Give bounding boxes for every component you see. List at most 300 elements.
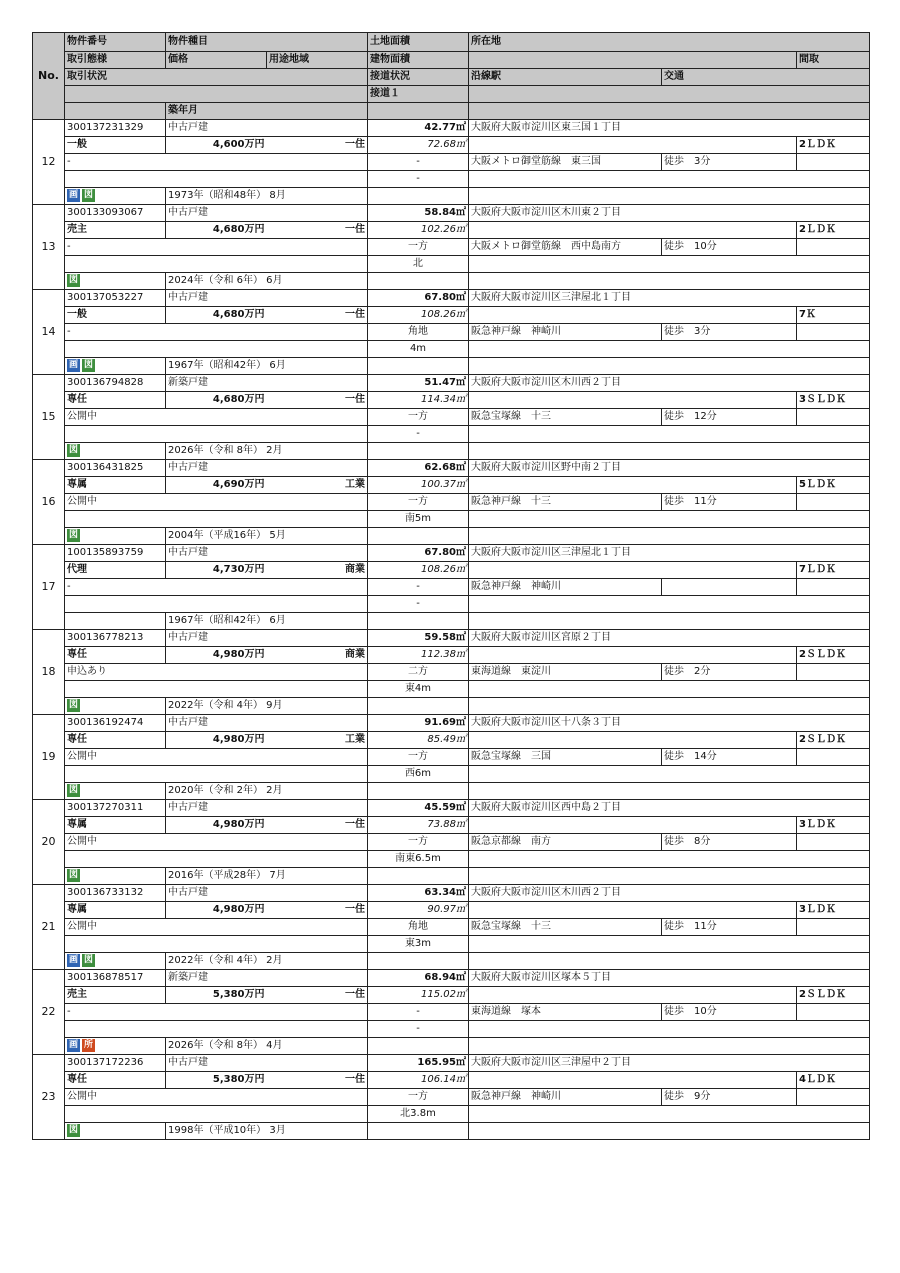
walking-time: 徒歩 10分 bbox=[662, 239, 797, 256]
price: 4,680万円 bbox=[166, 392, 267, 409]
blank-cell bbox=[368, 443, 469, 460]
listing-row bbox=[33, 987, 870, 1004]
listing-row bbox=[33, 579, 870, 596]
header-cell: 物件番号 bbox=[65, 33, 166, 52]
header-cell bbox=[65, 103, 166, 120]
transaction-status: - bbox=[65, 1004, 368, 1021]
land-area: 45.59㎡ bbox=[368, 800, 469, 817]
floor-plan: 2ＳＬＤＫ bbox=[797, 732, 870, 749]
train-line: 大阪メトロ御堂筋線 東三国 bbox=[469, 154, 662, 171]
blank-cell bbox=[469, 783, 870, 800]
price: 4,600万円 bbox=[166, 137, 267, 154]
floor-plan: 7ＬＤＫ bbox=[797, 562, 870, 579]
zoning: 商業 bbox=[267, 647, 368, 664]
road-1: - bbox=[368, 596, 469, 613]
zoning: 商業 bbox=[267, 562, 368, 579]
floorplan-icon[interactable]: 図 bbox=[83, 189, 93, 200]
blank-cell bbox=[65, 171, 368, 188]
zoning: 一住 bbox=[267, 902, 368, 919]
property-type: 中古戸建 bbox=[166, 630, 368, 647]
road-access: 二方 bbox=[368, 664, 469, 681]
listing-row bbox=[33, 409, 870, 426]
transaction-status: 公開中 bbox=[65, 749, 368, 766]
transaction-type: 代理 bbox=[65, 562, 166, 579]
property-id: 300136794828 bbox=[65, 375, 166, 392]
floorplan-icon[interactable]: 図 bbox=[68, 274, 78, 285]
road-access: - bbox=[368, 1004, 469, 1021]
building-area: 73.88㎡ bbox=[368, 817, 469, 834]
access-extra bbox=[797, 579, 870, 596]
listing-row bbox=[33, 392, 870, 409]
address-extra bbox=[469, 562, 797, 579]
built-date: 1973年（昭和48年） 8月 bbox=[166, 188, 368, 205]
property-id: 300136778213 bbox=[65, 630, 166, 647]
walking-time: 徒歩 11分 bbox=[662, 919, 797, 936]
transaction-type: 売主 bbox=[65, 222, 166, 239]
header-cell: 価格 bbox=[166, 52, 267, 69]
zoning: 一住 bbox=[267, 392, 368, 409]
train-line: 阪急神戸線 十三 bbox=[469, 494, 662, 511]
zoning: 工業 bbox=[267, 477, 368, 494]
train-line: 阪急宝塚線 三国 bbox=[469, 749, 662, 766]
train-line: 大阪メトロ御堂筋線 西中島南方 bbox=[469, 239, 662, 256]
blank-cell bbox=[65, 426, 368, 443]
listing-row bbox=[33, 477, 870, 494]
listing-row bbox=[33, 766, 870, 783]
road-1: - bbox=[368, 1021, 469, 1038]
transaction-type: 一般 bbox=[65, 307, 166, 324]
icon-cell bbox=[65, 953, 166, 970]
transaction-type: 専属 bbox=[65, 817, 166, 834]
header-cell bbox=[469, 86, 870, 103]
floor-plan: 3ＳＬＤＫ bbox=[797, 392, 870, 409]
access-extra bbox=[797, 409, 870, 426]
header-cell: 間取 bbox=[797, 52, 870, 69]
floorplan-icon[interactable]: 図 bbox=[68, 1124, 78, 1135]
road-1: 北3.8m bbox=[368, 1106, 469, 1123]
land-area: 67.80㎡ bbox=[368, 290, 469, 307]
blank-cell bbox=[65, 256, 368, 273]
listing-row bbox=[33, 494, 870, 511]
train-line: 阪急宝塚線 十三 bbox=[469, 919, 662, 936]
blank-cell bbox=[469, 1021, 870, 1038]
header-no: No. bbox=[33, 33, 65, 120]
address: 大阪府大阪市淀川区三津屋北１丁目 bbox=[469, 290, 870, 307]
blank-cell bbox=[368, 613, 469, 630]
listing-no: 23 bbox=[33, 1055, 65, 1140]
blank-cell bbox=[368, 1123, 469, 1140]
transaction-status: - bbox=[65, 154, 368, 171]
price: 4,680万円 bbox=[166, 222, 267, 239]
address-extra bbox=[469, 902, 797, 919]
transaction-type: 専属 bbox=[65, 477, 166, 494]
header-cell: 取引態様 bbox=[65, 52, 166, 69]
building-area: 90.97㎡ bbox=[368, 902, 469, 919]
built-date: 1967年（昭和42年） 6月 bbox=[166, 613, 368, 630]
floor-plan: 5ＬＤＫ bbox=[797, 477, 870, 494]
listing-row bbox=[33, 171, 870, 188]
built-date: 2004年（平成16年） 5月 bbox=[166, 528, 368, 545]
land-area: 42.77㎡ bbox=[368, 120, 469, 137]
walking-time: 徒歩 12分 bbox=[662, 409, 797, 426]
property-id: 300136878517 bbox=[65, 970, 166, 987]
land-area: 165.95㎡ bbox=[368, 1055, 469, 1072]
access-extra bbox=[797, 664, 870, 681]
listing-no: 15 bbox=[33, 375, 65, 460]
land-area: 67.80㎡ bbox=[368, 545, 469, 562]
road-1: 南5m bbox=[368, 511, 469, 528]
photo-icon[interactable]: 画 bbox=[68, 359, 78, 370]
property-id: 300137053227 bbox=[65, 290, 166, 307]
listing-row bbox=[33, 154, 870, 171]
land-area: 91.69㎡ bbox=[368, 715, 469, 732]
zoning: 一住 bbox=[267, 1072, 368, 1089]
listing-row bbox=[33, 545, 870, 562]
blank-cell bbox=[469, 698, 870, 715]
listing-row bbox=[33, 188, 870, 205]
listing-row bbox=[33, 256, 870, 273]
built-date: 1967年（昭和42年） 6月 bbox=[166, 358, 368, 375]
walking-time: 徒歩 8分 bbox=[662, 834, 797, 851]
walking-time: 徒歩 14分 bbox=[662, 749, 797, 766]
built-date: 2022年（令和 4年） 2月 bbox=[166, 953, 368, 970]
listing-row bbox=[33, 834, 870, 851]
listing-row bbox=[33, 443, 870, 460]
blank-cell bbox=[65, 936, 368, 953]
listing-row bbox=[33, 222, 870, 239]
blank-cell bbox=[469, 256, 870, 273]
train-line: 阪急神戸線 神崎川 bbox=[469, 1089, 662, 1106]
location-icon[interactable]: 所 bbox=[83, 1039, 93, 1050]
listing-no: 19 bbox=[33, 715, 65, 800]
walking-time: 徒歩 11分 bbox=[662, 494, 797, 511]
listing-row bbox=[33, 324, 870, 341]
listing-row bbox=[33, 817, 870, 834]
property-type: 中古戸建 bbox=[166, 205, 368, 222]
blank-cell bbox=[65, 851, 368, 868]
photo-icon[interactable]: 画 bbox=[68, 189, 78, 200]
floorplan-icon[interactable]: 図 bbox=[83, 954, 93, 965]
access-extra bbox=[797, 1004, 870, 1021]
header-cell bbox=[469, 52, 797, 69]
header-cell: 物件種目 bbox=[166, 33, 368, 52]
listing-no: 14 bbox=[33, 290, 65, 375]
listing-row bbox=[33, 1123, 870, 1140]
train-line: 阪急神戸線 神崎川 bbox=[469, 579, 662, 596]
blank-cell bbox=[469, 188, 870, 205]
listing-row bbox=[33, 970, 870, 987]
address-extra bbox=[469, 307, 797, 324]
listing-no: 12 bbox=[33, 120, 65, 205]
floorplan-icon[interactable]: 図 bbox=[68, 784, 78, 795]
floor-plan: 2ＳＬＤＫ bbox=[797, 647, 870, 664]
road-1: 北 bbox=[368, 256, 469, 273]
icon-cell bbox=[65, 868, 166, 885]
transaction-status: - bbox=[65, 239, 368, 256]
built-date: 2020年（令和 2年） 2月 bbox=[166, 783, 368, 800]
walking-time: 徒歩 2分 bbox=[662, 664, 797, 681]
walking-time: 徒歩 10分 bbox=[662, 1004, 797, 1021]
listing-row bbox=[33, 511, 870, 528]
listing-row bbox=[33, 596, 870, 613]
built-date: 2026年（令和 8年） 2月 bbox=[166, 443, 368, 460]
address: 大阪府大阪市淀川区宮原２丁目 bbox=[469, 630, 870, 647]
header-row-2 bbox=[33, 52, 870, 69]
access-extra bbox=[797, 1089, 870, 1106]
transaction-type: 専任 bbox=[65, 732, 166, 749]
blank-cell bbox=[469, 443, 870, 460]
listing-row bbox=[33, 358, 870, 375]
transaction-type: 専任 bbox=[65, 392, 166, 409]
building-area: 115.02㎡ bbox=[368, 987, 469, 1004]
icon-cell bbox=[65, 698, 166, 715]
blank-cell bbox=[469, 766, 870, 783]
transaction-type: 売主 bbox=[65, 987, 166, 1004]
train-line: 阪急京都線 南方 bbox=[469, 834, 662, 851]
property-type: 中古戸建 bbox=[166, 545, 368, 562]
access-extra bbox=[797, 494, 870, 511]
road-access: - bbox=[368, 154, 469, 171]
walking-time bbox=[662, 579, 797, 596]
road-access: 一方 bbox=[368, 749, 469, 766]
blank-cell bbox=[65, 596, 368, 613]
transaction-status: - bbox=[65, 324, 368, 341]
blank-cell bbox=[469, 1123, 870, 1140]
zoning: 一住 bbox=[267, 307, 368, 324]
train-line: 阪急神戸線 神崎川 bbox=[469, 324, 662, 341]
zoning: 一住 bbox=[267, 987, 368, 1004]
property-type: 新築戸建 bbox=[166, 375, 368, 392]
icon-cell bbox=[65, 528, 166, 545]
header-cell bbox=[469, 103, 870, 120]
property-type: 中古戸建 bbox=[166, 800, 368, 817]
icon-cell bbox=[65, 613, 166, 630]
property-id: 300136431825 bbox=[65, 460, 166, 477]
transaction-type: 専任 bbox=[65, 1072, 166, 1089]
blank-cell bbox=[469, 528, 870, 545]
listing-no: 18 bbox=[33, 630, 65, 715]
header-row-5 bbox=[33, 103, 870, 120]
built-date: 2016年（平成28年） 7月 bbox=[166, 868, 368, 885]
road-1: 南東6.5m bbox=[368, 851, 469, 868]
address: 大阪府大阪市淀川区木川東２丁目 bbox=[469, 205, 870, 222]
blank-cell bbox=[65, 341, 368, 358]
listing-row bbox=[33, 1021, 870, 1038]
road-1: 4m bbox=[368, 341, 469, 358]
property-type: 新築戸建 bbox=[166, 970, 368, 987]
header-cell: 接道１ bbox=[368, 86, 469, 103]
transaction-status: - bbox=[65, 579, 368, 596]
header-cell: 用途地域 bbox=[267, 52, 368, 69]
listing-row bbox=[33, 613, 870, 630]
property-type: 中古戸建 bbox=[166, 1055, 368, 1072]
blank-cell bbox=[469, 681, 870, 698]
header-cell bbox=[368, 103, 469, 120]
property-id: 300133093067 bbox=[65, 205, 166, 222]
floorplan-icon[interactable]: 図 bbox=[68, 444, 78, 455]
price: 4,980万円 bbox=[166, 817, 267, 834]
blank-cell bbox=[469, 511, 870, 528]
building-area: 112.38㎡ bbox=[368, 647, 469, 664]
building-area: 108.26㎡ bbox=[368, 307, 469, 324]
access-extra bbox=[797, 834, 870, 851]
building-area: 100.37㎡ bbox=[368, 477, 469, 494]
listing-no: 16 bbox=[33, 460, 65, 545]
address: 大阪府大阪市淀川区東三国１丁目 bbox=[469, 120, 870, 137]
property-type: 中古戸建 bbox=[166, 715, 368, 732]
icon-cell bbox=[65, 1038, 166, 1055]
walking-time: 徒歩 3分 bbox=[662, 154, 797, 171]
header-cell bbox=[65, 86, 368, 103]
blank-cell bbox=[469, 851, 870, 868]
blank-cell bbox=[65, 511, 368, 528]
property-id: 300136192474 bbox=[65, 715, 166, 732]
header-cell: 所在地 bbox=[469, 33, 870, 52]
header-cell: 建物面積 bbox=[368, 52, 469, 69]
zoning: 一住 bbox=[267, 817, 368, 834]
blank-cell bbox=[469, 1106, 870, 1123]
listing-no: 13 bbox=[33, 205, 65, 290]
listing-row bbox=[33, 953, 870, 970]
listing-row bbox=[33, 851, 870, 868]
road-1: 西6m bbox=[368, 766, 469, 783]
building-area: 102.26㎡ bbox=[368, 222, 469, 239]
listing-no: 21 bbox=[33, 885, 65, 970]
listing-row bbox=[33, 783, 870, 800]
road-1: - bbox=[368, 171, 469, 188]
listing-row bbox=[33, 426, 870, 443]
property-id: 300137270311 bbox=[65, 800, 166, 817]
zoning: 一住 bbox=[267, 222, 368, 239]
address: 大阪府大阪市淀川区野中南２丁目 bbox=[469, 460, 870, 477]
land-area: 59.58㎡ bbox=[368, 630, 469, 647]
header-row-3 bbox=[33, 69, 870, 86]
property-type: 中古戸建 bbox=[166, 460, 368, 477]
road-1: 東3m bbox=[368, 936, 469, 953]
listing-row bbox=[33, 1089, 870, 1106]
building-area: 114.34㎡ bbox=[368, 392, 469, 409]
road-access: 一方 bbox=[368, 1089, 469, 1106]
blank-cell bbox=[469, 341, 870, 358]
building-area: 85.49㎡ bbox=[368, 732, 469, 749]
icon-cell bbox=[65, 188, 166, 205]
zoning: 工業 bbox=[267, 732, 368, 749]
property-type: 中古戸建 bbox=[166, 290, 368, 307]
road-1: 東4m bbox=[368, 681, 469, 698]
icon-cell bbox=[65, 783, 166, 800]
road-access: 角地 bbox=[368, 919, 469, 936]
listing-row bbox=[33, 290, 870, 307]
listing-row bbox=[33, 1038, 870, 1055]
header-cell: 土地面積 bbox=[368, 33, 469, 52]
address-extra bbox=[469, 817, 797, 834]
address: 大阪府大阪市淀川区十八条３丁目 bbox=[469, 715, 870, 732]
road-access: 一方 bbox=[368, 409, 469, 426]
header-cell: 交通 bbox=[662, 69, 870, 86]
price: 5,380万円 bbox=[166, 987, 267, 1004]
floorplan-icon[interactable]: 図 bbox=[83, 359, 93, 370]
header-row-1 bbox=[33, 33, 870, 52]
address-extra bbox=[469, 392, 797, 409]
blank-cell bbox=[368, 273, 469, 290]
address: 大阪府大阪市淀川区木川西２丁目 bbox=[469, 375, 870, 392]
floor-plan: 4ＬＤＫ bbox=[797, 1072, 870, 1089]
floor-plan: 7Ｋ bbox=[797, 307, 870, 324]
walking-time: 徒歩 9分 bbox=[662, 1089, 797, 1106]
transaction-status: 公開中 bbox=[65, 919, 368, 936]
listing-row bbox=[33, 307, 870, 324]
price: 4,980万円 bbox=[166, 647, 267, 664]
built-date: 2022年（令和 4年） 9月 bbox=[166, 698, 368, 715]
listing-row bbox=[33, 528, 870, 545]
icon-cell bbox=[65, 443, 166, 460]
property-id: 300137231329 bbox=[65, 120, 166, 137]
blank-cell bbox=[469, 171, 870, 188]
blank-cell bbox=[368, 528, 469, 545]
address-extra bbox=[469, 647, 797, 664]
listing-row bbox=[33, 1072, 870, 1089]
photo-icon[interactable]: 画 bbox=[68, 954, 78, 965]
address-extra bbox=[469, 222, 797, 239]
train-line: 東海道線 塚本 bbox=[469, 1004, 662, 1021]
header-cell: 築年月 bbox=[166, 103, 368, 120]
blank-cell bbox=[368, 358, 469, 375]
blank-cell bbox=[65, 1021, 368, 1038]
road-access: 一方 bbox=[368, 239, 469, 256]
building-area: 108.26㎡ bbox=[368, 562, 469, 579]
listing-row bbox=[33, 647, 870, 664]
listing-row bbox=[33, 868, 870, 885]
property-id: 300136733132 bbox=[65, 885, 166, 902]
blank-cell bbox=[368, 868, 469, 885]
blank-cell bbox=[469, 1038, 870, 1055]
floorplan-icon[interactable]: 図 bbox=[68, 529, 78, 540]
listing-row bbox=[33, 885, 870, 902]
header-cell: 接道状況 bbox=[368, 69, 469, 86]
listing-row bbox=[33, 936, 870, 953]
land-area: 62.68㎡ bbox=[368, 460, 469, 477]
photo-icon[interactable]: 画 bbox=[68, 1039, 78, 1050]
blank-cell bbox=[469, 953, 870, 970]
floorplan-icon[interactable]: 図 bbox=[68, 699, 78, 710]
address-extra bbox=[469, 477, 797, 494]
land-area: 63.34㎡ bbox=[368, 885, 469, 902]
road-1: - bbox=[368, 426, 469, 443]
address: 大阪府大阪市淀川区三津屋中２丁目 bbox=[469, 1055, 870, 1072]
price: 4,680万円 bbox=[166, 307, 267, 324]
blank-cell bbox=[65, 1106, 368, 1123]
floorplan-icon[interactable]: 図 bbox=[68, 869, 78, 880]
listing-row bbox=[33, 460, 870, 477]
address: 大阪府大阪市淀川区木川西２丁目 bbox=[469, 885, 870, 902]
transaction-type: 一般 bbox=[65, 137, 166, 154]
listing-row bbox=[33, 341, 870, 358]
blank-cell bbox=[469, 613, 870, 630]
address-extra bbox=[469, 137, 797, 154]
listing-row bbox=[33, 205, 870, 222]
floor-plan: 2ＳＬＤＫ bbox=[797, 987, 870, 1004]
building-area: 72.68㎡ bbox=[368, 137, 469, 154]
listing-row bbox=[33, 137, 870, 154]
transaction-status: 申込あり bbox=[65, 664, 368, 681]
icon-cell bbox=[65, 1123, 166, 1140]
blank-cell bbox=[469, 273, 870, 290]
building-area: 106.14㎡ bbox=[368, 1072, 469, 1089]
train-line: 東海道線 東淀川 bbox=[469, 664, 662, 681]
listing-row bbox=[33, 120, 870, 137]
address: 大阪府大阪市淀川区三津屋北１丁目 bbox=[469, 545, 870, 562]
listing-row bbox=[33, 1106, 870, 1123]
